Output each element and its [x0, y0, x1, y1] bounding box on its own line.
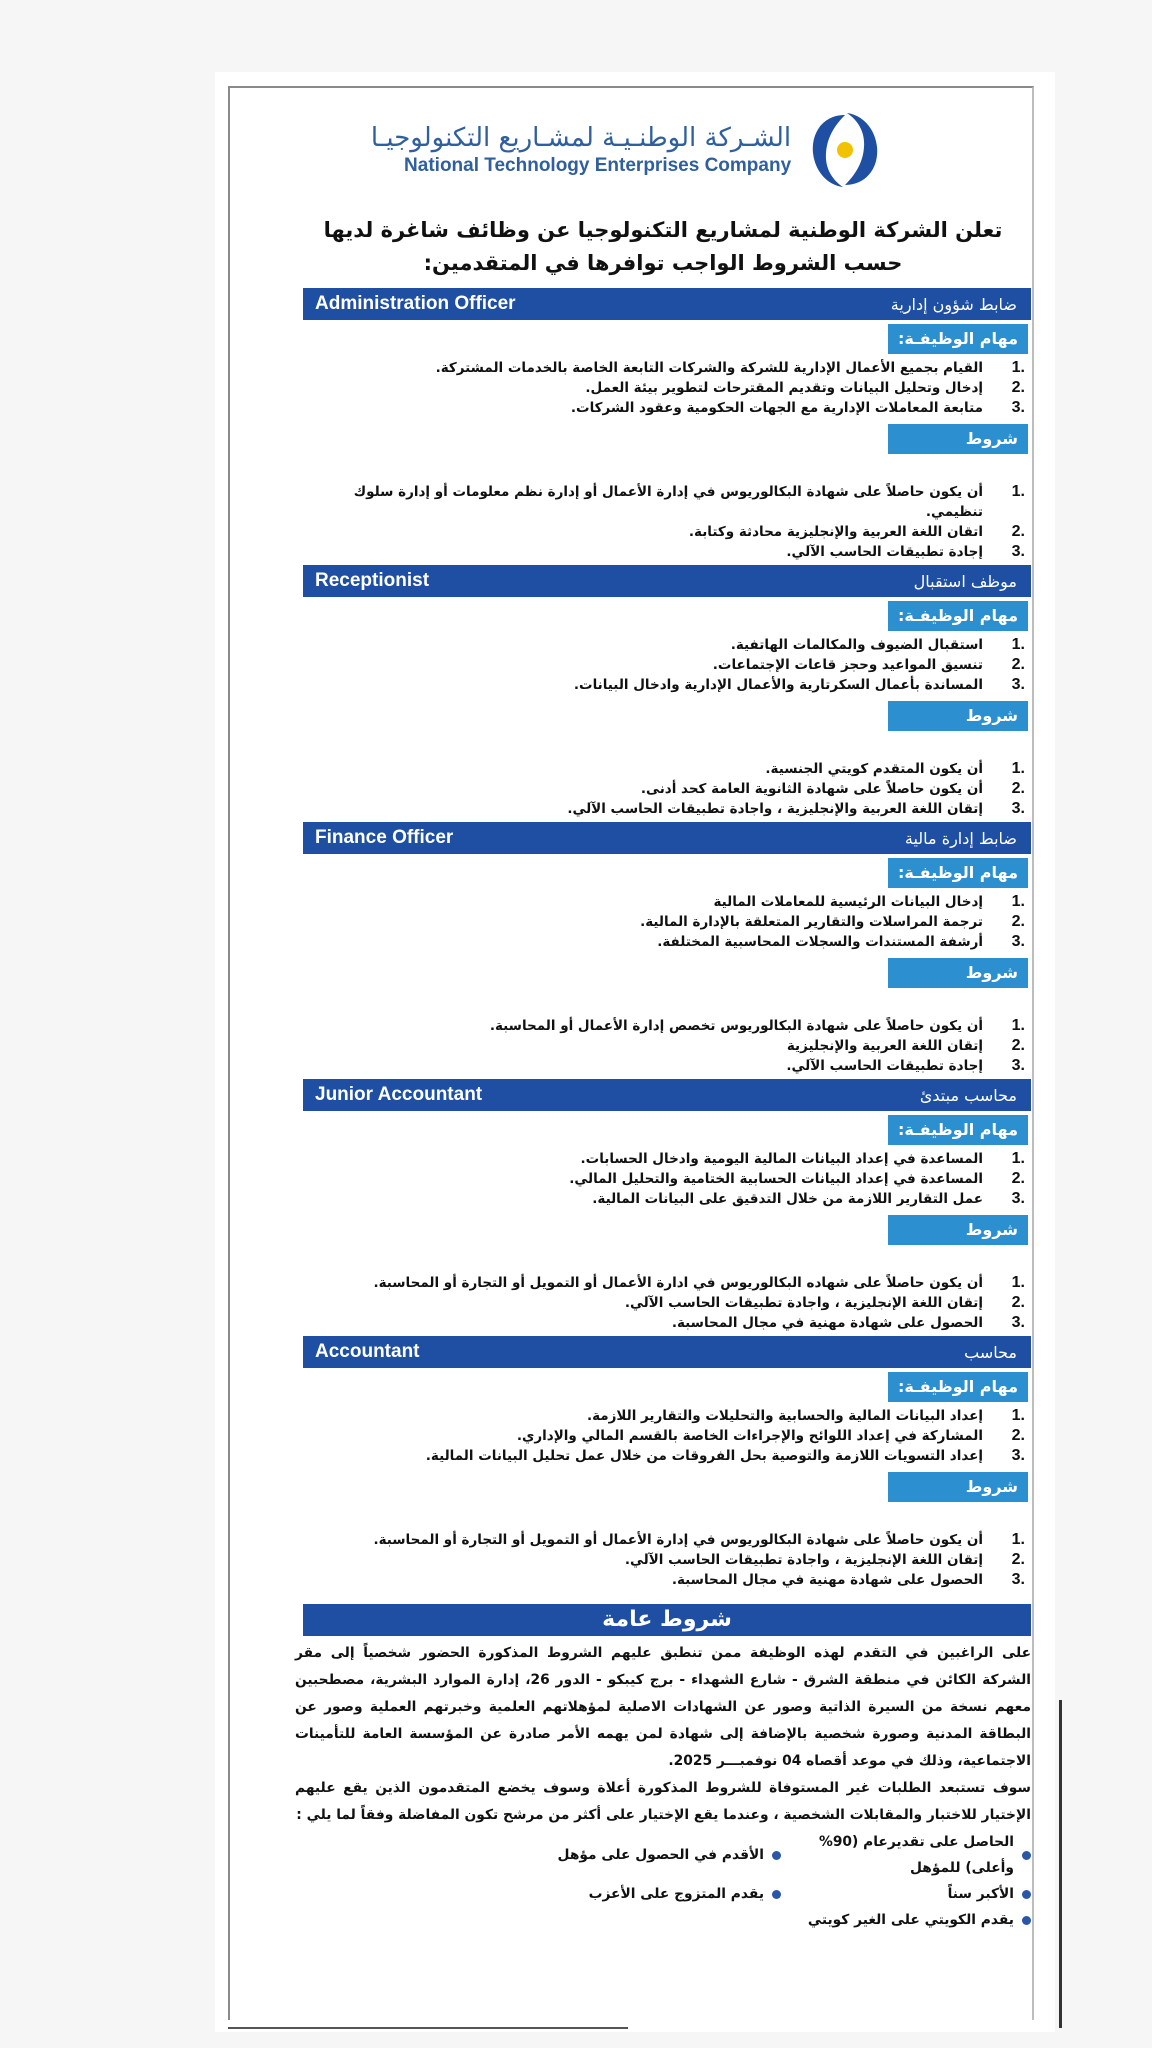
list-item	[303, 1426, 1031, 1446]
job-tasks-list	[255, 1149, 1031, 1209]
list-item	[303, 1570, 1031, 1590]
job-section	[255, 288, 1031, 562]
item-number: 2.	[1011, 780, 1025, 797]
item-text: أن يكون حاصلاً على شهاده البكالوريوس في ادارة الأعمال أو التمويل أو التجارة أو المحاسبة.	[373, 1275, 983, 1291]
list-item	[303, 522, 1031, 542]
item-number: 2.	[1011, 1427, 1025, 1444]
job-tasks-header: مهام الوظيفـة:	[888, 1115, 1028, 1145]
item-number: 1.	[1011, 1017, 1025, 1034]
list-item	[303, 1149, 1031, 1169]
job-requirements-list	[255, 482, 1031, 562]
item-text: تنسيق المواعيد وحجز قاعات الإجتماعات.	[712, 657, 983, 673]
item-number: 3.	[1011, 1190, 1025, 1207]
item-text: أرشفة المستندات والسجلات المحاسبية المختلفة.	[657, 934, 983, 950]
item-number: 1.	[1011, 483, 1025, 500]
job-tasks-list	[255, 635, 1031, 695]
job-title-arabic: محاسب	[964, 1342, 1017, 1362]
job-requirements-header: شروط الوظيفة:	[888, 1215, 1028, 1245]
company-header	[225, 100, 1031, 200]
item-text: إتقان اللغة الإنجليزية ، واجادة تطبيقات الحاسب الآلي.	[624, 1295, 983, 1311]
item-text: إجادة تطبيقات الحاسب الآلي.	[786, 1058, 983, 1074]
job-title-bar	[303, 1336, 1031, 1368]
list-item	[303, 892, 1031, 912]
list-item	[303, 1293, 1031, 1313]
item-number: 2.	[1011, 379, 1025, 396]
item-text: المشاركة في إعداد اللوائح والإجراءات الخاصة بالقسم المالي والإداري.	[516, 1428, 983, 1444]
item-number: 3.	[1011, 1447, 1025, 1464]
item-text: المساعدة في إعداد البيانات الحسابية الختامية والتحليل المالي.	[569, 1171, 983, 1187]
intro-line-1: تعلن الشركة الوطنية لمشاريع التكنولوجيا عن وظائف شاغرة لديها	[323, 218, 1003, 242]
job-tasks-list	[255, 892, 1031, 952]
job-tasks-header: مهام الوظيفـة:	[888, 858, 1028, 888]
item-text: إجادة تطبيقات الحاسب الآلي.	[786, 544, 983, 560]
item-text: استقبال الضيوف والمكالمات الهاتفية.	[730, 637, 983, 653]
company-logo-icon	[805, 109, 885, 191]
item-number: 1.	[1011, 893, 1025, 910]
item-text: إتقان اللغة العربية والإنجليزية ، واجادة تطبيقات الحاسب الآلي.	[567, 801, 983, 817]
list-item	[303, 1530, 1031, 1550]
item-text: إدخال وتحليل البيانات وتقديم المقترحات لتطوير بيئة العمل.	[585, 380, 983, 396]
job-section	[255, 1079, 1031, 1333]
item-text: عمل التقارير اللازمة من خلال التدقيق على البيانات المالية.	[592, 1191, 983, 1207]
item-number: 3.	[1011, 800, 1025, 817]
job-title-arabic: موظف استقبال	[913, 571, 1017, 591]
list-item	[303, 1056, 1031, 1076]
item-number: 3.	[1011, 676, 1025, 693]
item-text: أن يكون حاصلاً على شهادة البكالوريوس تخصص إدارة الأعمال أو المحاسبة.	[489, 1018, 983, 1034]
job-requirements-list	[255, 759, 1031, 819]
item-number: 1.	[1011, 636, 1025, 653]
general-paragraph-2: سوف تستبعد الطلبات غير المستوفاة للشروط المذكورة أعلاة وسوف يخضع المتقدمون الذين يقع عليهم الإختيار للاختبار والمقابلات الشخصية ، وعندما يقع الإختيار على أكثر من مرشح تكون المفاضلة وفقاً لما يلي :	[295, 1780, 1031, 1823]
list-item	[303, 779, 1031, 799]
list-item	[303, 655, 1031, 675]
company-name-arabic: الشـركة الوطنـيـة لمشـاريع التكنولوجيـا	[370, 123, 792, 153]
criteria-item: الأقدم في الحصول على مؤهل	[295, 1829, 781, 1881]
list-item	[303, 358, 1031, 378]
item-text: الحصول على شهادة مهنية في مجال المحاسبة.	[671, 1572, 983, 1588]
item-text: المساندة بأعمال السكرتارية والأعمال الإدارية وادخال البيانات.	[573, 677, 983, 693]
job-title-english: Receptionist	[315, 570, 430, 591]
list-item	[303, 1313, 1031, 1333]
list-item	[303, 1036, 1031, 1056]
item-text: القيام بجميع الأعمال الإدارية للشركة والشركات التابعة الخاصة بالخدمات المشتركة.	[435, 360, 983, 376]
list-item	[303, 378, 1031, 398]
item-number: 2.	[1011, 1037, 1025, 1054]
criteria-item: يقدم المتزوج على الأعزب	[295, 1881, 781, 1907]
list-item	[303, 932, 1031, 952]
job-title-bar	[303, 822, 1031, 854]
job-requirements-list	[255, 1273, 1031, 1333]
job-requirements-header: شروط الوظيفة:	[888, 701, 1028, 731]
job-tasks-header: مهام الوظيفـة:	[888, 1372, 1028, 1402]
list-item	[303, 542, 1031, 562]
item-text: متابعة المعاملات الإدارية مع الجهات الحكومية وعقود الشركات.	[570, 400, 983, 416]
item-number: 1.	[1011, 1274, 1025, 1291]
list-item	[303, 1550, 1031, 1570]
company-name-english: National Technology Enterprises Company	[404, 155, 792, 176]
item-number: 1.	[1011, 1531, 1025, 1548]
item-number: 2.	[1011, 1294, 1025, 1311]
list-item	[303, 635, 1031, 655]
item-number: 2.	[1011, 656, 1025, 673]
job-title-arabic: ضابط إدارة مالية	[904, 828, 1017, 848]
bullet-icon	[772, 1851, 781, 1860]
frame-bottom-line	[228, 2027, 628, 2029]
job-requirements-list	[255, 1016, 1031, 1076]
item-text: أن يكون المتقدم كويتي الجنسية.	[765, 761, 983, 777]
job-title-bar	[303, 1079, 1031, 1111]
job-title-english: Administration Officer	[315, 293, 516, 314]
item-number: 3.	[1011, 543, 1025, 560]
job-title-english: Junior Accountant	[315, 1084, 483, 1105]
bullet-icon	[1022, 1851, 1031, 1860]
bullet-icon	[1022, 1916, 1031, 1925]
item-text: اتقان اللغة العربية والإنجليزية محادثة وكتابة.	[688, 524, 983, 540]
list-item	[303, 912, 1031, 932]
job-section	[255, 565, 1031, 819]
list-item	[303, 675, 1031, 695]
item-number: 2.	[1011, 1551, 1025, 1568]
list-item	[303, 482, 1031, 522]
bullet-icon	[772, 1890, 781, 1899]
item-number: 1.	[1011, 760, 1025, 777]
criteria-item: الأكبر سناً	[781, 1881, 1031, 1907]
item-number: 1.	[1011, 1150, 1025, 1167]
list-item	[303, 398, 1031, 418]
bullet-icon	[1022, 1890, 1031, 1899]
item-number: 1.	[1011, 1407, 1025, 1424]
general-conditions-header: شروط عامة	[303, 1604, 1031, 1636]
item-number: 3.	[1011, 1571, 1025, 1588]
item-number: 3.	[1011, 933, 1025, 950]
job-tasks-header: مهام الوظيفـة:	[888, 601, 1028, 631]
general-conditions-text	[295, 1640, 1031, 1829]
item-text: إدخال البيانات الرئيسية للمعاملات المالية	[713, 894, 983, 910]
item-text: المساعدة في إعداد البيانات المالية اليومية وادخال الحسابات.	[580, 1151, 983, 1167]
job-requirements-list	[255, 1530, 1031, 1590]
item-text: أن يكون حاصلاً على شهادة البكالوريوس في إدارة الأعمال أو إدارة نظم معلومات أو إدارة سلوك تنظيمي.	[353, 484, 983, 520]
job-title-bar	[303, 288, 1031, 320]
job-list	[255, 288, 1031, 1590]
item-number: 2.	[1011, 913, 1025, 930]
general-paragraph-1: على الراغبين في التقدم لهذه الوظيفة ممن تنطبق عليهم الشروط المذكورة الحضور شخصياً إلى مقر الشركة الكائن في منطقة الشرق - شارع الشهداء - برج كيبكو - الدور 26، إدارة الموارد البشرية، مصطحبين معهم نسخة من السيرة الذاتية وصور عن الشهادات الاصلية لمؤهلاتهم العلمية وخبرتهم العملية وصور عن البطاقة المدنية وصورة شخصية بالإضافة إلى شهادة لمن يهمه الأمر صادرة عن المؤسسة العامة للتأمينات الاجتماعية، وذلك في موعد أقصاه 04 نوفمبـــر 2025.	[295, 1645, 1032, 1769]
item-text: إعداد البيانات المالية والحسابية والتحليلات والتقارير اللازمة.	[586, 1408, 983, 1424]
job-section	[255, 1336, 1031, 1590]
job-section	[255, 822, 1031, 1076]
list-item	[303, 1016, 1031, 1036]
list-item	[303, 1189, 1031, 1209]
item-number: 2.	[1011, 523, 1025, 540]
criteria-item: يقدم الكويتي على الغير كويتي	[781, 1907, 1031, 1933]
right-edge-line	[1059, 1700, 1062, 2028]
job-requirements-header: شروط الوظيفة:	[888, 424, 1028, 454]
item-text: أن يكون حاصلاً على شهادة البكالوريوس في إدارة الأعمال أو التمويل أو التجارة أو المحاسبة.	[373, 1532, 983, 1548]
job-tasks-list	[255, 358, 1031, 418]
item-number: 2.	[1011, 1170, 1025, 1187]
job-advertisement	[255, 100, 1031, 1933]
preference-criteria	[295, 1829, 1031, 1933]
job-title-english: Accountant	[315, 1341, 420, 1362]
list-item	[303, 799, 1031, 819]
item-text: أن يكون حاصلاً على شهادة الثانوية العامة كحد أدنى.	[640, 781, 983, 797]
list-item	[303, 1273, 1031, 1293]
job-title-arabic: محاسب مبتدئ	[919, 1085, 1017, 1105]
job-tasks-header: مهام الوظيفـة:	[888, 324, 1028, 354]
item-number: 1.	[1011, 359, 1025, 376]
item-text: ترجمة المراسلات والتقارير المتعلقة بالإدارة المالية.	[640, 914, 983, 930]
job-title-arabic: ضابط شؤون إدارية	[890, 294, 1017, 314]
item-number: 3.	[1011, 399, 1025, 416]
company-name	[371, 122, 791, 178]
item-number: 3.	[1011, 1057, 1025, 1074]
job-requirements-header: شروط الوظيفة:	[888, 1472, 1028, 1502]
item-text: إعداد التسويات اللازمة والتوصية بحل الفروقات من خلال عمل تحليل البيانات المالية.	[425, 1448, 983, 1464]
list-item	[303, 1169, 1031, 1189]
list-item	[303, 759, 1031, 779]
job-requirements-header: شروط الوظيفة:	[888, 958, 1028, 988]
item-number: 3.	[1011, 1314, 1025, 1331]
list-item	[303, 1406, 1031, 1426]
job-tasks-list	[255, 1406, 1031, 1466]
announcement-intro	[255, 214, 1031, 280]
intro-line-2: حسب الشروط الواجب توافرها في المتقدمين:	[423, 251, 903, 275]
item-text: إتقان اللغة العربية والإنجليزية	[786, 1038, 983, 1054]
list-item	[303, 1446, 1031, 1466]
criteria-item: الحاصل على تقديرعام (90% وأعلى) للمؤهل	[781, 1829, 1031, 1881]
job-title-english: Finance Officer	[315, 827, 454, 848]
item-text: إتقان اللغة الإنجليزية ، واجادة تطبيقات الحاسب الآلي.	[624, 1552, 983, 1568]
job-title-bar	[303, 565, 1031, 597]
item-text: الحصول على شهادة مهنية في مجال المحاسبة.	[671, 1315, 983, 1331]
